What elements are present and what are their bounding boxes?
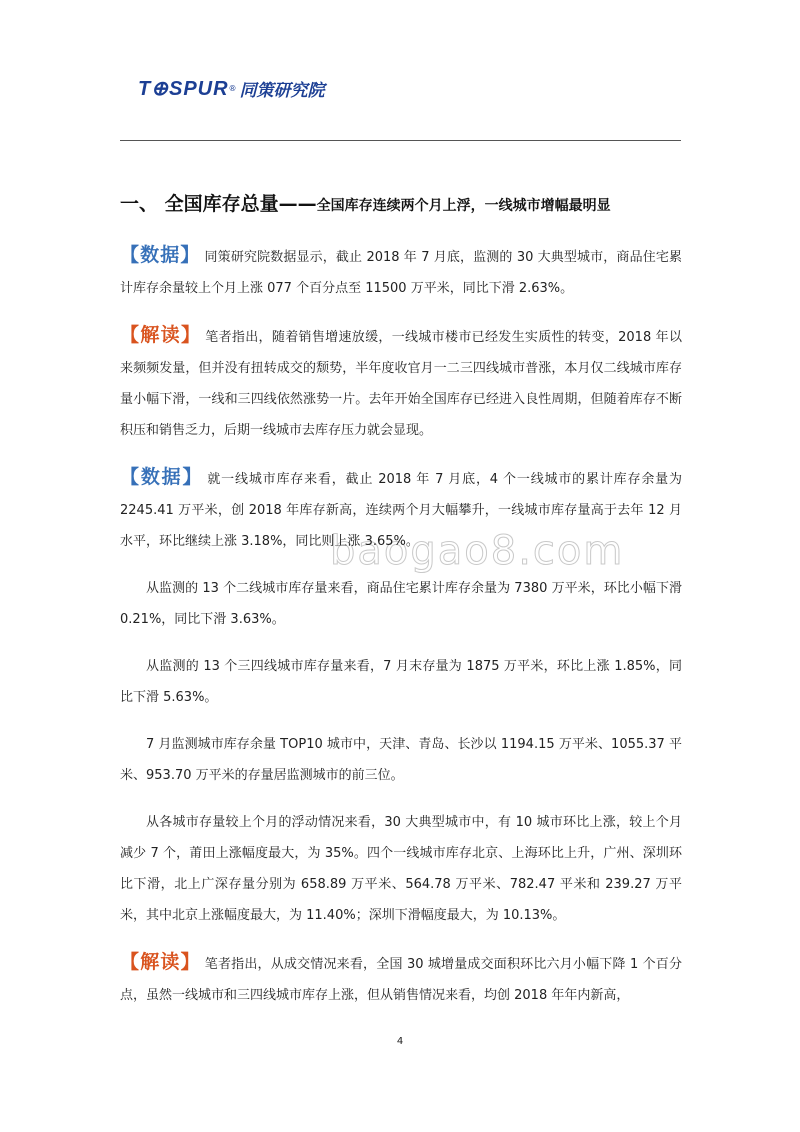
document-body [120, 180, 682, 1027]
paragraph-read-1 [120, 320, 682, 446]
paragraph-text: 笔者指出，随着销售增速放缓，一线城市楼市已经发生实质性的转变，2018 年以来频频发量，但并没有扭转成交的颓势，半年度收官月一二三四线城市普涨，本月仅二线城市库存量小幅下滑，一线和三四线依然涨势一片。去年开始全国库存已经进入良性周期，但随着库存不断积压和销售乏力，后期一线城市去库存压力就会显现。 [120, 330, 682, 438]
read-tag: 【解读】 [120, 951, 201, 973]
paragraph-data-2 [120, 462, 682, 557]
section-title-sub: 全国库存连续两个月上浮，一线城市增幅最明显 [316, 198, 611, 214]
paragraph-third-tier: 从监测的 13 个三四线城市库存量来看，7 月末存量为 1875 万平米，环比上涨 1.85%，同比下滑 5.63%。 [120, 659, 682, 705]
logo-wordmark: T⊕SPUR [138, 77, 229, 100]
section-title-main: 一、 全国库存总量—— [120, 193, 317, 215]
read-tag: 【解读】 [120, 324, 202, 346]
paragraph-second-tier: 从监测的 13 个二线城市库存量来看，商品住宅累计库存余量为 7380 万平米，环比小幅下滑 0.21%，同比下滑 3.63%。 [120, 581, 682, 627]
data-tag: 【数据】 [120, 466, 204, 488]
data-tag: 【数据】 [120, 244, 201, 266]
header-divider [120, 140, 681, 141]
page-number: 4 [396, 1036, 404, 1047]
tospur-logo [138, 74, 325, 102]
paragraph-read-2 [120, 947, 682, 1011]
paragraph-top10: 7 月监测城市库存余量 TOP10 城市中，天津、青岛、长沙以 1194.15 万平米、1055.37 平米、953.70 万平米的存量居监测城市的前三位。 [120, 737, 682, 783]
logo-institute-name: 同策研究院 [239, 80, 325, 101]
paragraph-city-changes: 从各城市存量较上个月的浮动情况来看，30 大典型城市中，有 10 城市环比上涨，较上个月减少 7 个，莆田上涨幅度最大，为 35%。四个一线城市库存北京、上海环比上升，广州、深圳环比下滑，北上广深存量分别为 658.89 万平米、564.78 万平米、782.47 平米和 239.27 万平米，其中北京上涨幅度最大，为 11.40%；深圳下滑幅度最大，为 10.13%。 [120, 815, 682, 923]
watermark: baogao8.com [330, 528, 625, 574]
paragraph-data-1 [120, 240, 682, 304]
paragraph-text: 笔者指出，从成交情况来看，全国 30 城增量成交面积环比六月小幅下降 1 个百分点，虽然一线城市和三四线城市库存上涨，但从销售情况来看，均创 2018 年年内新高， [120, 957, 682, 1003]
paragraph-text: 同策研究院数据显示，截止 2018 年 7 月底，监测的 30 大典型城市，商品住宅累计库存余量较上个月上涨 077 个百分点至 11500 万平米，同比下滑 2.63%。 [120, 250, 682, 296]
logo-registered-mark: ® [228, 83, 237, 93]
section-title [120, 180, 682, 218]
paragraph-text: 就一线城市库存来看，截止 2018 年 7 月底，4 个一线城市的累计库存余量为 2245.41 万平米，创 2018 年库存新高，连续两个月大幅攀升，一线城市库存量高于去年 12 月水平，环比继续上涨 3.18%，同比则上涨 3.65%。 [120, 472, 682, 549]
